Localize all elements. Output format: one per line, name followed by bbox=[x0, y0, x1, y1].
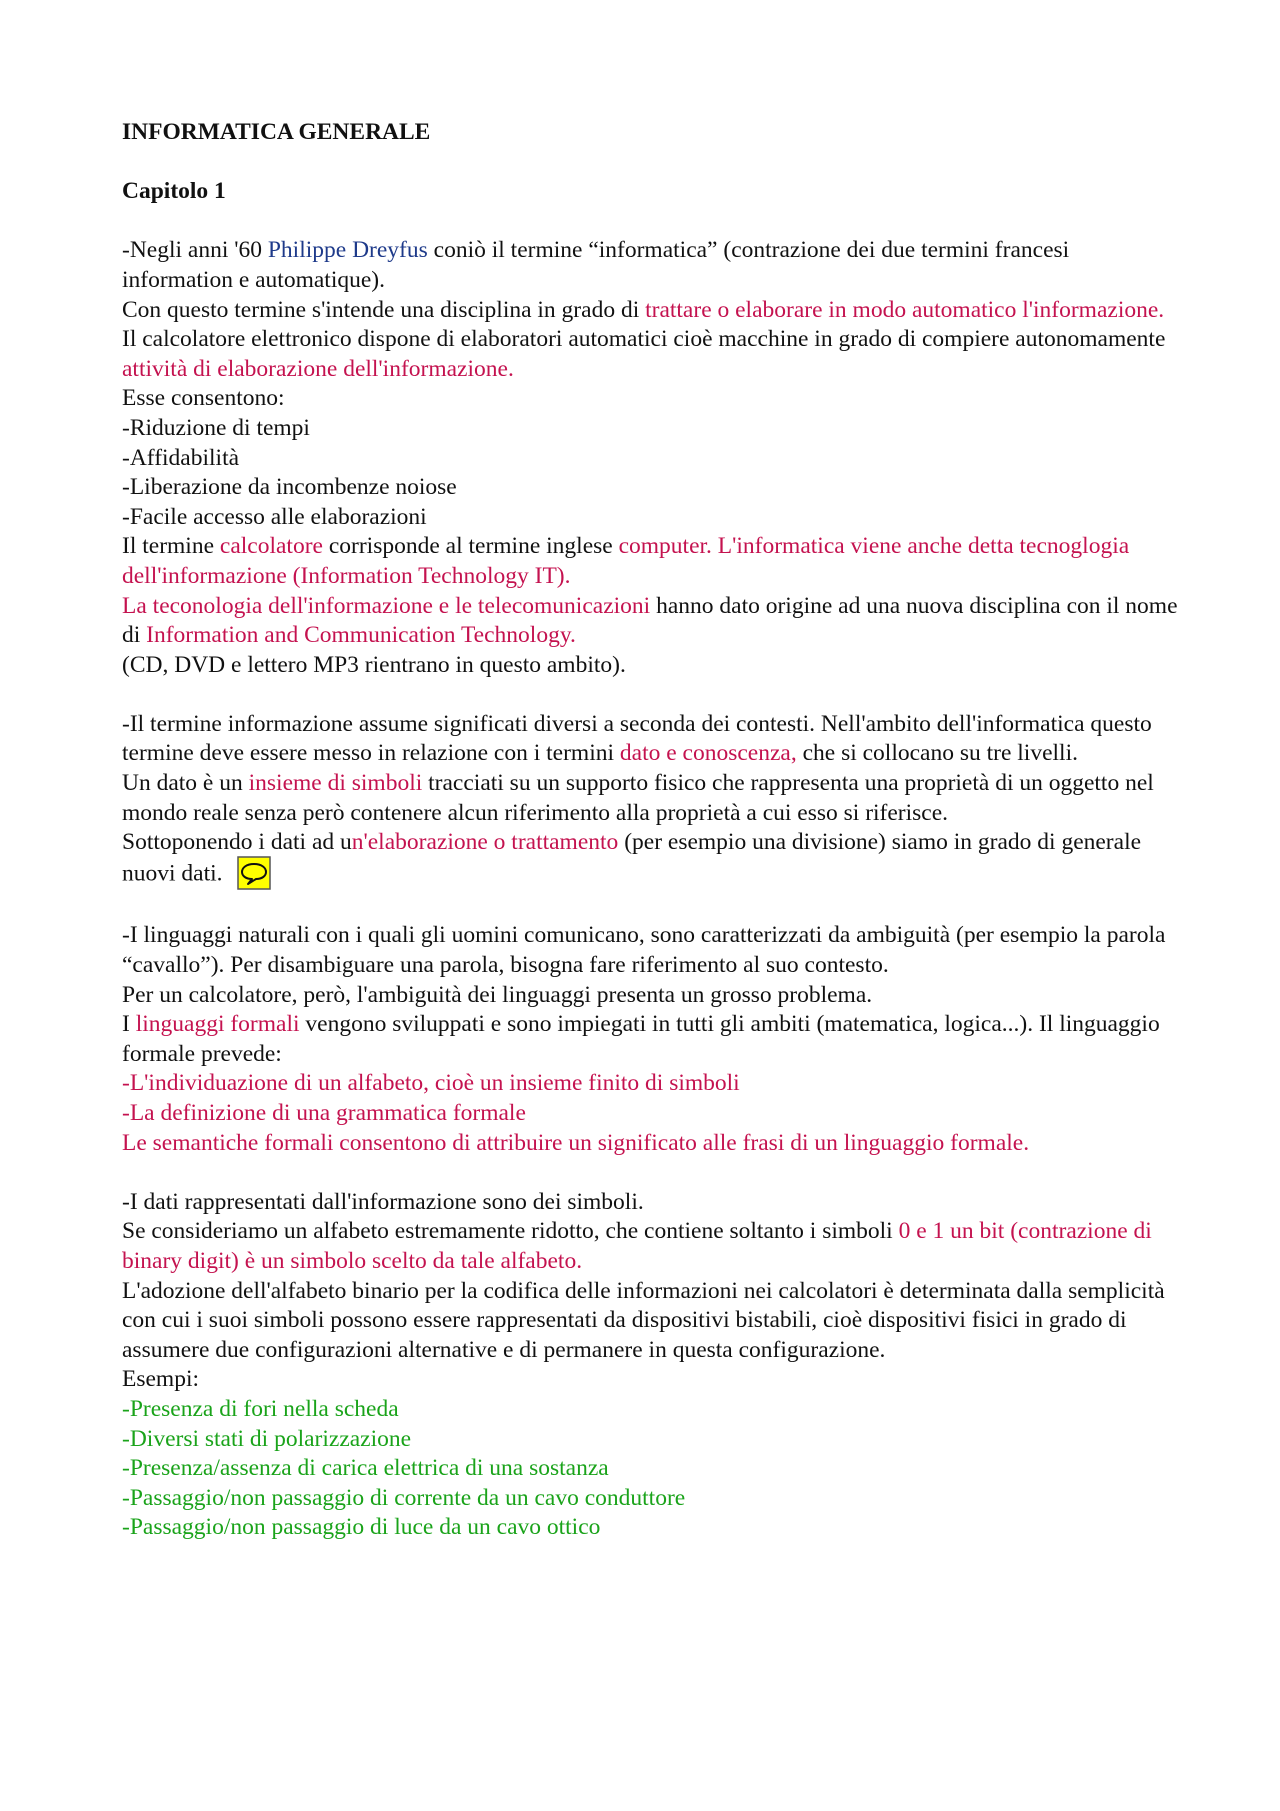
paragraph-linguaggi-formali: I linguaggi formali vengono sviluppati e sono impiegati in tutti gli ambiti (matematica, logica...). Il linguaggio formale prevede: bbox=[122, 1011, 1160, 1067]
example-item: -Diversi stati di polarizzazione bbox=[122, 1425, 412, 1452]
paragraph-definition: Con questo termine s'intende una disciplina in grado di trattare o elaborare in modo automatico l'informazione. bbox=[122, 296, 1165, 323]
paragraph-semantiche: Le semantiche formali consentono di attribuire un significato alle frasi di un linguaggio formale. bbox=[122, 1129, 1030, 1156]
highlight-text: n'elaborazione o trattamento bbox=[351, 829, 619, 856]
document-title: INFORMATICA GENERALE bbox=[122, 119, 431, 145]
person-name: Philippe Dreyfus bbox=[267, 237, 428, 264]
highlight-text: Information and Communication Technology. bbox=[146, 622, 576, 649]
paragraph-bit: Se consideriamo un alfabeto estremamente ridotto, che contiene soltanto i simboli 0 e 1 un bit (contrazione di binary digit) è un simbolo scelto da tale alfabeto. bbox=[122, 1218, 1152, 1274]
highlight-text: dato e conoscenza, bbox=[619, 740, 797, 767]
list-item: -Liberazione da incombenze noiose bbox=[122, 474, 457, 501]
highlight-text: insieme di simboli bbox=[248, 770, 423, 797]
paragraph-linguaggi-naturali: -I linguaggi naturali con i quali gli uomini comunicano, sono caratterizzati da ambiguità (per esempio la parola “cavallo”). Per disambiguare una parola, bisogna fare riferimento al suo contesto. bbox=[122, 922, 1166, 979]
paragraph-origin: -Negli anni '60 Philippe Dreyfus coniò il termine “informatica” (contrazione dei due termini francesi information e automatique). bbox=[122, 237, 1070, 293]
paragraph-elaborazione: Sottoponendo i dati ad un'elaborazione o trattamento (per esempio una divisione) siamo in grado di generale nuovi dati. bbox=[122, 828, 1182, 892]
paragraph-computer: Il termine calcolatore corrisponde al termine inglese computer. L'informatica viene anche detta tecnoglogia dell'informazione (Information Technology IT). bbox=[122, 533, 1130, 589]
highlight-text: La teconologia dell'informazione e le telecomunicazioni bbox=[122, 592, 651, 619]
paragraph-ict: La teconologia dell'informazione e le telecomunicazioni hanno dato origine ad una nuova disciplina con il nome di Information and Communication Technology. bbox=[122, 592, 1178, 649]
comment-note-icon[interactable] bbox=[237, 856, 271, 890]
paragraph-binario: L'adozione dell'alfabeto binario per la codifica delle informazioni nei calcolatori è determinata dalla semplicità con cui i suoi simboli possono essere rappresentati da dispositivi bistabili, cioè dispositivi fisici in grado di assumere due configurazioni alternative e di permanere in questa configurazione. bbox=[122, 1277, 1165, 1363]
highlight-text: linguaggi formali bbox=[135, 1011, 300, 1038]
example-item: -Presenza/assenza di carica elettrica di una sostanza bbox=[122, 1455, 609, 1482]
paragraph-ambiguita: Per un calcolatore, però, l'ambiguità dei linguaggi presenta un grosso problema. bbox=[122, 981, 873, 1008]
highlight-text: computer. L'informatica viene anche detta tecnoglogia dell'informazione (Information Technology IT). bbox=[122, 533, 1130, 589]
example-item: -Passaggio/non passaggio di luce da un cavo ottico bbox=[122, 1514, 601, 1541]
paragraph-informazione: -Il termine informazione assume significati diversi a seconda dei contesti. Nell'ambito dell'informatica questo termine deve essere messo in relazione con i termini dato e conoscenza, che si collocano su tre livelli. bbox=[122, 710, 1152, 767]
highlight-text: trattare o elaborare in modo automatico l'informazione. bbox=[645, 296, 1165, 323]
list-item: -Riduzione di tempi bbox=[122, 414, 310, 441]
paragraph-note: (CD, DVD e lettero MP3 rientrano in questo ambito). bbox=[122, 651, 626, 678]
chapter-heading: Capitolo 1 bbox=[122, 178, 226, 205]
list-item: -La definizione di una grammatica formale bbox=[122, 1100, 526, 1126]
example-item: -Presenza di fori nella scheda bbox=[122, 1395, 399, 1422]
example-item: -Passaggio/non passaggio di corrente da un cavo conduttore bbox=[122, 1484, 686, 1511]
list-item: -L'individuazione di un alfabeto, cioè un insieme finito di simboli bbox=[122, 1070, 740, 1097]
list-item: -Affidabilità bbox=[122, 444, 240, 471]
paragraph-simboli: -I dati rappresentati dall'informazione sono dei simboli. bbox=[122, 1188, 644, 1215]
highlight-text: attività di elaborazione dell'informazione. bbox=[122, 355, 514, 382]
examples-intro: Esempi: bbox=[122, 1366, 200, 1393]
list-intro: Esse consentono: bbox=[122, 385, 285, 412]
document-page bbox=[122, 118, 1182, 1543]
highlight-text: calcolatore bbox=[219, 533, 323, 560]
paragraph-calcolatore: Il calcolatore elettronico dispone di elaboratori automatici cioè macchine in grado di compiere autonomamente attività di elaborazione dell'informazione. bbox=[122, 326, 1166, 382]
paragraph-dato: Un dato è un insieme di simboli tracciati su un supporto fisico che rappresenta una proprietà di un oggetto nel mondo reale senza però contenere alcun riferimento alla proprietà a cui esso si riferisce. bbox=[122, 770, 1154, 826]
comment-note-icon-graphic bbox=[237, 856, 271, 890]
highlight-text: 0 e 1 un bit (contrazione di binary digit) è un simbolo scelto da tale alfabeto. bbox=[122, 1218, 1152, 1274]
list-item: -Facile accesso alle elaborazioni bbox=[122, 503, 427, 530]
